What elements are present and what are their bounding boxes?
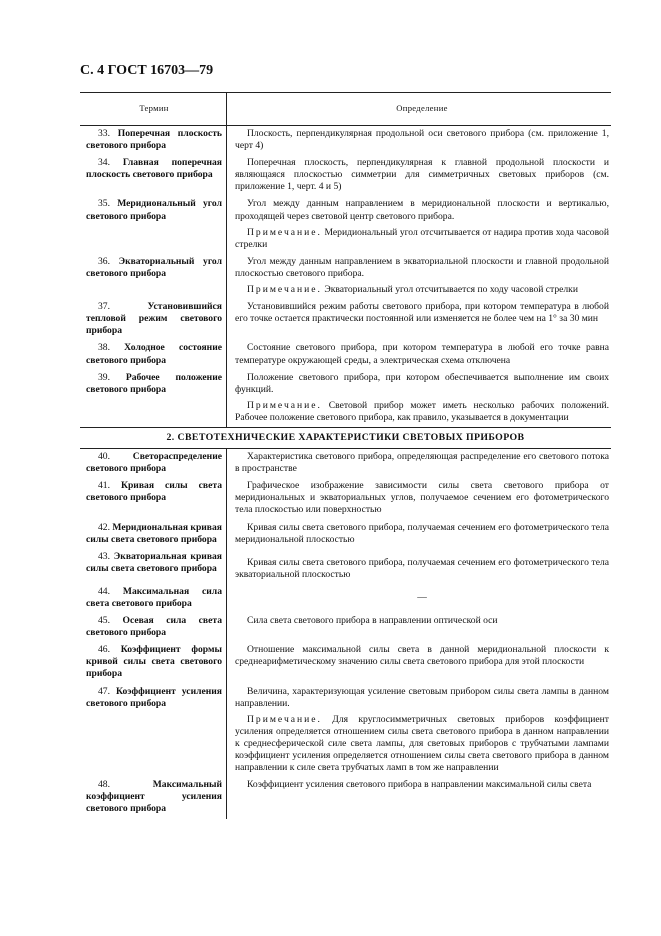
note <box>235 284 609 296</box>
table-row <box>80 584 611 613</box>
term-cell <box>80 613 226 642</box>
definition-text: Положение светового прибора, при котором обеспечивается выполнение им своих функций. <box>235 371 609 395</box>
term-number: 43. <box>98 550 110 562</box>
definition-cell: Коэффициент усиления светового прибора в направлении максимальной силы света <box>226 777 611 818</box>
term-cell <box>80 299 226 340</box>
term-text: Установившийся тепловой режим светового прибора <box>86 301 222 337</box>
term-cell <box>80 155 226 196</box>
note-text: Световой прибор может иметь несколько рабочих положений. Рабочее положение светового прибора, как правило, указывается в документации <box>235 399 609 423</box>
definition-cell: Характеристика светового прибора, определяющая распределение его светового потока в пространстве <box>226 448 611 478</box>
definition-cell: Плоскость, перпендикулярная продольной оси светового прибора (см. приложение 1, черт 4) <box>226 126 611 155</box>
definition-cell: Графическое изображение зависимости силы света светового прибора от меридиональных и экваториальных углов, получаемое сечением его фотометрического тела плоскостью или поверхностью <box>226 478 611 519</box>
term-cell <box>80 370 226 427</box>
note-label: Примечание. <box>247 284 322 296</box>
table-row <box>80 196 611 253</box>
definition-cell <box>226 196 611 253</box>
note-label: Примечание. <box>247 713 322 725</box>
table-row <box>80 155 611 196</box>
term-text: Рабочее положение светового прибора <box>86 371 222 395</box>
table-row <box>80 448 611 478</box>
header-term: Термин <box>139 103 169 114</box>
table-row <box>80 478 611 519</box>
table-row <box>80 340 611 369</box>
term-text: Светораспределение светового прибора <box>86 451 222 475</box>
definition-cell: Установившийся режим работы светового прибора, при котором температура в любой его точке остается практически постоянной или изменяется не более чем на 1° за 30 мин <box>226 299 611 340</box>
definition-cell: Состояние светового прибора, при котором температура в любой его точке равна температуре окружающей среды, а электрическая схема отключена <box>226 340 611 369</box>
table-row <box>80 370 611 427</box>
term-cell <box>80 126 226 155</box>
definition-cell <box>226 254 611 299</box>
term-number: 36. <box>98 255 110 267</box>
term-number: 46. <box>98 644 110 656</box>
definition-cell: Сила света светового прибора в направлении оптической оси <box>226 613 611 642</box>
table-row <box>80 520 611 549</box>
term-number: 42. <box>98 521 110 533</box>
note-text: Экваториальный угол отсчитывается по ходу часовой стрелки <box>324 284 578 296</box>
term-text: Главная поперечная плоскость светового прибора <box>86 157 222 181</box>
definition-text: Угол между данным направлением в экваториальной плоскости и главной продольной плоскостью светового прибора. <box>235 255 609 279</box>
terms-table <box>80 92 611 819</box>
term-cell <box>80 196 226 253</box>
note-label: Примечание. <box>247 399 322 411</box>
table-row <box>80 684 611 778</box>
definition-cell: — <box>226 584 611 613</box>
term-number: 33. <box>98 128 110 139</box>
table-row <box>80 613 611 642</box>
term-number: 38. <box>98 342 110 354</box>
term-cell <box>80 549 226 584</box>
note-text: Меридиональный угол отсчитывается от надира против хода часовой стрелки <box>235 226 609 250</box>
definition-cell <box>226 684 611 778</box>
term-text: Коэффициент усиления светового прибора <box>86 685 222 709</box>
term-number: 41. <box>98 480 110 492</box>
table-row <box>80 642 611 683</box>
term-number: 39. <box>98 371 110 383</box>
table-header <box>80 92 611 126</box>
term-number: 45. <box>98 615 110 627</box>
term-text: Холодное состояние светового прибора <box>86 342 222 366</box>
definition-cell <box>226 370 611 427</box>
term-text: Максимальная сила света светового прибора <box>86 585 222 609</box>
term-text: Поперечная плоскость светового прибора <box>86 128 222 152</box>
term-text: Осевая сила света светового прибора <box>86 615 222 639</box>
term-text: Экваториальный угол светового прибора <box>86 255 222 279</box>
term-number: 44. <box>98 585 110 597</box>
term-cell <box>80 684 226 778</box>
note-label: Примечание. <box>247 226 322 238</box>
table-row <box>80 549 611 584</box>
term-number: 48. <box>98 779 110 791</box>
term-cell <box>80 520 226 549</box>
definition-cell: Кривая силы света светового прибора, получаемая сечением его фотометрического тела экваториальной плоскостью <box>226 549 611 584</box>
term-cell <box>80 478 226 519</box>
term-number: 35. <box>98 198 110 210</box>
term-text: Коэффициент формы кривой силы света светового прибора <box>86 644 222 680</box>
note <box>235 714 609 774</box>
table-row <box>80 299 611 340</box>
term-number: 37. <box>98 301 110 313</box>
definition-cell: Отношение максимальной силы света в данной меридиональной плоскости к среднеарифметическому значению силы света светового прибора для этой плоскости <box>226 642 611 683</box>
term-number: 40. <box>98 451 110 463</box>
header-definition: Определение <box>226 93 611 125</box>
definition-cell: Кривая силы света светового прибора, получаемая сечением его фотометрического тела меридиональной плоскостью <box>226 520 611 549</box>
table-row <box>80 126 611 155</box>
table-row <box>80 777 611 818</box>
section-title: 2. СВЕТОТЕХНИЧЕСКИЕ ХАРАКТЕРИСТИКИ СВЕТОВЫХ ПРИБОРОВ <box>80 427 611 448</box>
term-text: Кривая силы света светового прибора <box>86 480 222 504</box>
definition-cell: Поперечная плоскость, перпендикулярная к главной продольной плоскости и являющаяся плоскостью симметрии для симметричных световых приборов (см. приложение 1, черт. 4 и 5) <box>226 155 611 196</box>
page-header: С. 4 ГОСТ 16703—79 <box>80 63 214 78</box>
term-cell <box>80 777 226 818</box>
definition-text: Угол между данным направлением в меридиональной плоскости и вертикалью, проходящей через световой центр светового прибора. <box>235 198 609 222</box>
term-cell <box>80 584 226 613</box>
term-text: Максимальный коэффициент усиления светового прибора <box>86 779 222 815</box>
term-cell <box>80 340 226 369</box>
term-cell <box>80 254 226 299</box>
term-text: Экваториальная кривая силы света светового прибора <box>86 550 222 574</box>
term-cell <box>80 448 226 478</box>
term-number: 47. <box>98 685 110 697</box>
note <box>235 227 609 251</box>
note-text: Для круглосимметричных световых приборов коэффициент усиления определяется отношением силы света светового прибора в данном направлении к среднесферической силе света лампы, для световых приборов с трубчатыми лампами коэффициент усиления определяется отношением силы света светового прибора в данном направлении к силе света трубчатых ламп в том же направлении <box>235 713 609 774</box>
term-text: Меридиональная кривая силы света светового прибора <box>86 521 222 545</box>
table-row <box>80 254 611 299</box>
definition-text: Величина, характеризующая усиление световым прибором силы света лампы в данном направлении. <box>235 685 609 709</box>
term-text: Меридиональный угол светового прибора <box>86 198 222 222</box>
note <box>235 400 609 424</box>
term-number: 34. <box>98 157 110 169</box>
term-cell <box>80 642 226 683</box>
